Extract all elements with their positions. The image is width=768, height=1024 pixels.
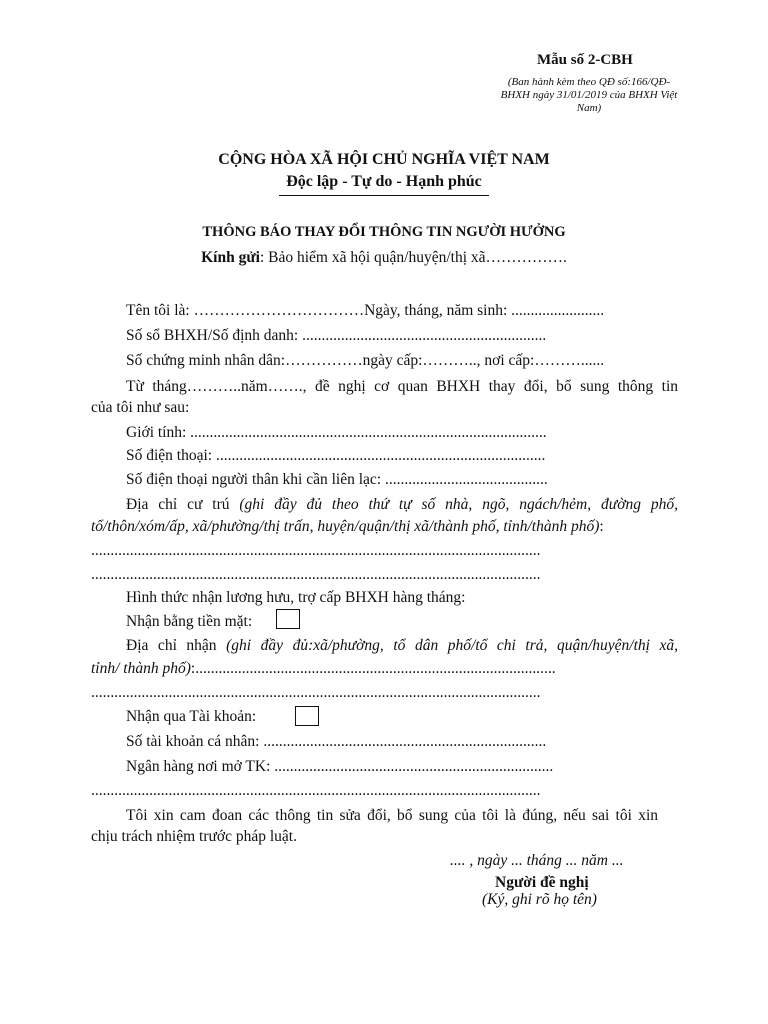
receive-address-hint: (ghi đầy đủ:xã/phường, tổ dân phố/tổ chi trả, quận/huyện/thị xã,	[216, 637, 678, 654]
address-dots-2[interactable]: ....................................................................................................................	[91, 566, 541, 583]
bhxh-id-field[interactable]: Số sổ BHXH/Số định danh: ...............................................................	[126, 327, 547, 344]
bank-field[interactable]: Ngân hàng nơi mở TK: ........................................................................	[126, 758, 554, 775]
relative-phone-field[interactable]: Số điện thoại người thân khi cần liên lạc: ..........................................	[126, 471, 548, 488]
recipient-label: Kính gửi	[201, 249, 260, 266]
recipient-text: : Bảo hiểm xã hội quận/huyện/thị xã…………….	[259, 249, 567, 266]
cash-option-label: Nhận bằng tiền mặt:	[126, 613, 253, 630]
signer-note: (Ký, ghi rõ họ tên)	[482, 891, 597, 908]
national-title: CỘNG HÒA XÃ HỘI CHỦ NGHĨA VIỆT NAM	[218, 151, 550, 168]
recipient-line	[0, 249, 768, 267]
cash-checkbox[interactable]	[276, 609, 300, 629]
receive-address-dots[interactable]: ....................................................................................................................	[91, 684, 541, 701]
signer-title: Người đề nghị	[495, 874, 589, 891]
national-motto: Độc lập - Tự do - Hạnh phúc	[286, 173, 482, 190]
commitment-text: Tôi xin cam đoan các thông tin sửa đổi, bổ sung của tôi là đúng, nếu sai tôi xin	[126, 807, 658, 824]
form-code: Mẫu số 2-CBH	[537, 52, 633, 68]
payment-method-label: Hình thức nhận lương hưu, trợ cấp BHXH hàng tháng:	[126, 589, 466, 606]
gender-field[interactable]: Giới tính: ............................................................................................	[126, 424, 547, 441]
address-dots-1[interactable]: ....................................................................................................................	[91, 542, 541, 559]
name-field[interactable]: Tên tôi là: ……………………………Ngày, tháng, năm sinh: ........................	[126, 302, 605, 319]
issuance-note: (Ban hành kèm theo QĐ số:166/QĐ-BHXH ngày 31/01/2019 của BHXH Việt Nam)	[500, 76, 678, 114]
motto-underline	[279, 195, 489, 196]
address-field	[126, 496, 678, 514]
commitment-continuation: chịu trách nhiệm trước pháp luật.	[91, 828, 297, 845]
bank-dots[interactable]: ....................................................................................................................	[91, 782, 541, 799]
account-number-field[interactable]: Số tài khoản cá nhân: .........................................................................	[126, 733, 547, 750]
receive-address-continuation[interactable]: tỉnh/ thành phố):.............................................................................................	[91, 660, 556, 677]
account-option-label: Nhận qua Tài khoản:	[126, 708, 257, 725]
document-title: THÔNG BÁO THAY ĐỔI THÔNG TIN NGƯỜI HƯỞNG	[202, 224, 566, 240]
account-checkbox[interactable]	[295, 706, 319, 726]
address-hint: (ghi đầy đủ theo thứ tự số nhà, ngõ, ngách/hẻm, đường phố,	[229, 496, 678, 513]
address-label: Địa chỉ cư trú	[126, 496, 230, 513]
receive-address-label: Địa chỉ nhận	[126, 637, 217, 654]
signature-date: .... , ngày ... tháng ... năm ...	[450, 852, 624, 869]
from-month-field[interactable]: Từ tháng………..năm……., đề nghị cơ quan BHXH thay đổi, bổ sung thông tin	[126, 378, 678, 395]
phone-field[interactable]: Số điện thoại: .....................................................................................	[126, 447, 546, 464]
address-hint-continuation: tổ/thôn/xóm/ấp, xã/phường/thị trấn, huyện/quận/thị xã/thành phố, tỉnh/thành phố):	[91, 518, 604, 535]
id-card-field[interactable]: Số chứng minh nhân dân:……………ngày cấp:……….., nơi cấp:………......	[126, 352, 605, 369]
receive-address-field	[126, 637, 678, 655]
from-month-continuation: của tôi như sau:	[91, 399, 190, 416]
